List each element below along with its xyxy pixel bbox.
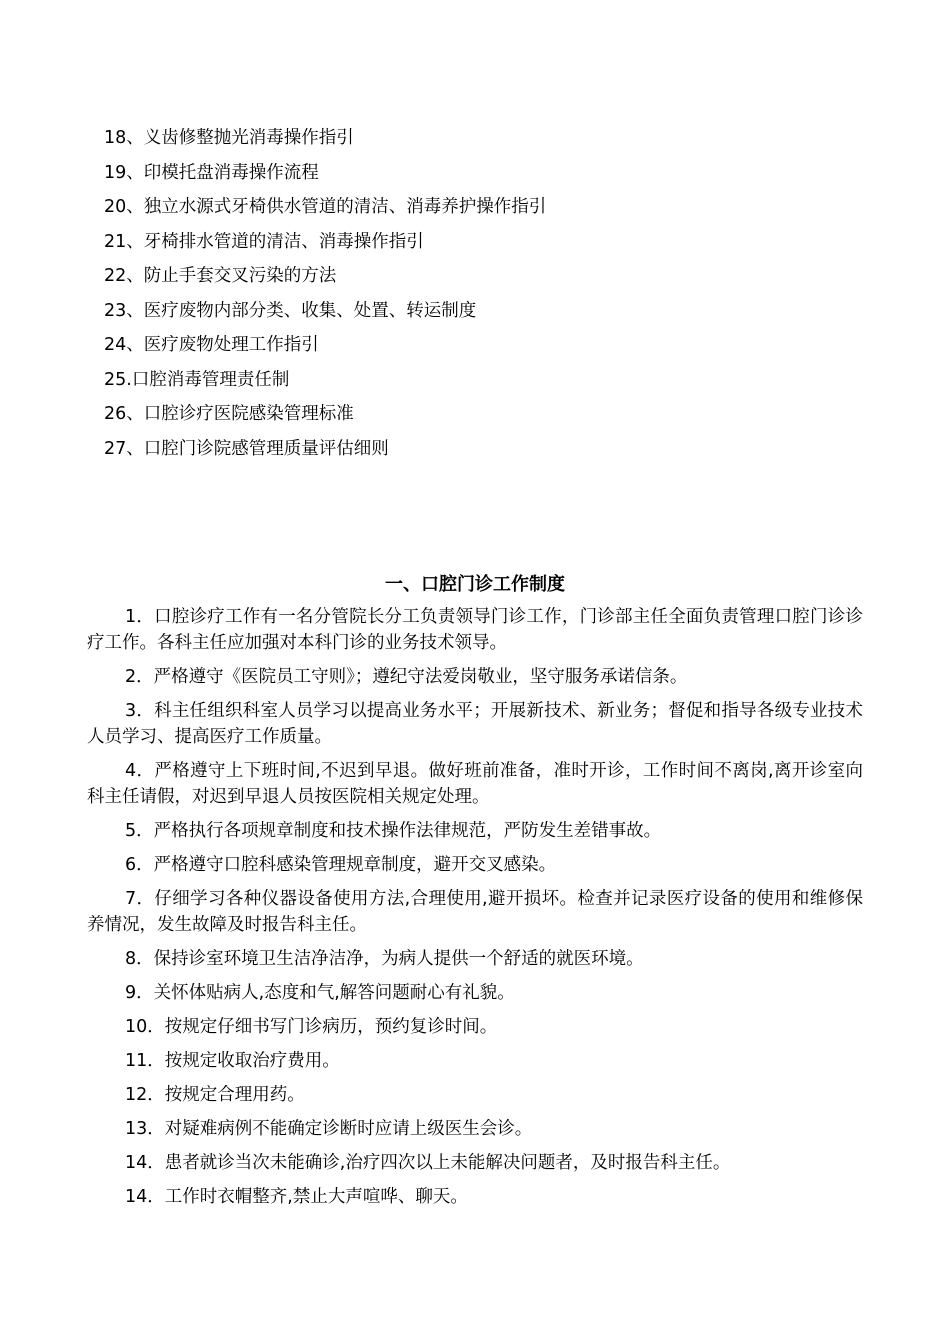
- rule-paragraph: 13．对疑难病例不能确定诊断时应请上级医生会诊。: [125, 1119, 533, 1139]
- rule-paragraph: 6．严格遵守口腔科感染管理规章制度，避开交叉感染。: [125, 855, 557, 875]
- rule-paragraph: 12．按规定合理用药。: [125, 1085, 305, 1105]
- toc-item: 23、医疗废物内部分类、收集、处置、转运制度: [104, 300, 477, 321]
- toc-item: 27、口腔门诊院感管理质量评估细则: [104, 438, 389, 459]
- table-of-contents: [104, 121, 864, 466]
- toc-item: 26、口腔诊疗医院感染管理标准: [104, 404, 354, 424]
- rule-paragraph: 3．科主任组织科室人员学习以提高业务水平；开展新技术、新业务；督促和指导各级专业技术人员学习、提高医疗工作质量。: [87, 701, 863, 747]
- rule-paragraph: 14．工作时衣帽整齐,禁止大声喧哗、聊天。: [125, 1187, 468, 1207]
- rule-paragraph: 8．保持诊室环境卫生洁净洁净，为病人提供一个舒适的就医环境。: [125, 949, 644, 969]
- toc-item: 19、印模托盘消毒操作流程: [104, 162, 319, 183]
- toc-item: 20、独立水源式牙椅供水管道的清洁、消毒养护操作指引: [104, 197, 547, 217]
- section-title: 一、口腔门诊工作制度: [385, 574, 565, 595]
- rule-paragraph: 5．严格执行各项规章制度和技术操作法律规范，严防发生差错事故。: [125, 821, 662, 841]
- toc-item: 18、义齿修整抛光消毒操作指引: [104, 128, 354, 148]
- toc-item: 24、医疗废物处理工作指引: [104, 335, 319, 355]
- rule-paragraph: 9．关怀体贴病人,态度和气,解答问题耐心有礼貌。: [125, 983, 515, 1003]
- rule-paragraph: 7．仔细学习各种仪器设备使用方法,合理使用,避开损坏。检查并记录医疗设备的使用和维修保养情况，发生故障及时报告科主任。: [87, 889, 863, 935]
- toc-item: 21、牙椅排水管道的清洁、消毒操作指引: [104, 231, 424, 252]
- rules-list: [87, 604, 863, 1218]
- rule-paragraph: 14．患者就诊当次未能确诊,治疗四次以上未能解决问题者，及时报告科主任。: [125, 1153, 731, 1173]
- rule-paragraph: 4．严格遵守上下班时间,不迟到早退。做好班前准备，准时开诊，工作时间不离岗,离开诊室向科主任请假，对迟到早退人员按医院相关规定处理。: [87, 761, 863, 807]
- toc-item: 22、防止手套交叉污染的方法: [104, 266, 337, 286]
- rule-paragraph: 2．严格遵守《医院员工守则》；遵纪守法爱岗敬业，坚守服务承诺信条。: [125, 667, 688, 687]
- rule-paragraph: 1．口腔诊疗工作有一名分管院长分工负责领导门诊工作，门诊部主任全面负责管理口腔门诊诊疗工作。各科主任应加强对本科门诊的业务技术领导。: [87, 607, 863, 653]
- rule-paragraph: 11．按规定收取治疗费用。: [125, 1051, 340, 1071]
- rule-paragraph: 10．按规定仔细书写门诊病历，预约复诊时间。: [125, 1017, 498, 1037]
- toc-item: 25.口腔消毒管理责任制: [104, 369, 290, 390]
